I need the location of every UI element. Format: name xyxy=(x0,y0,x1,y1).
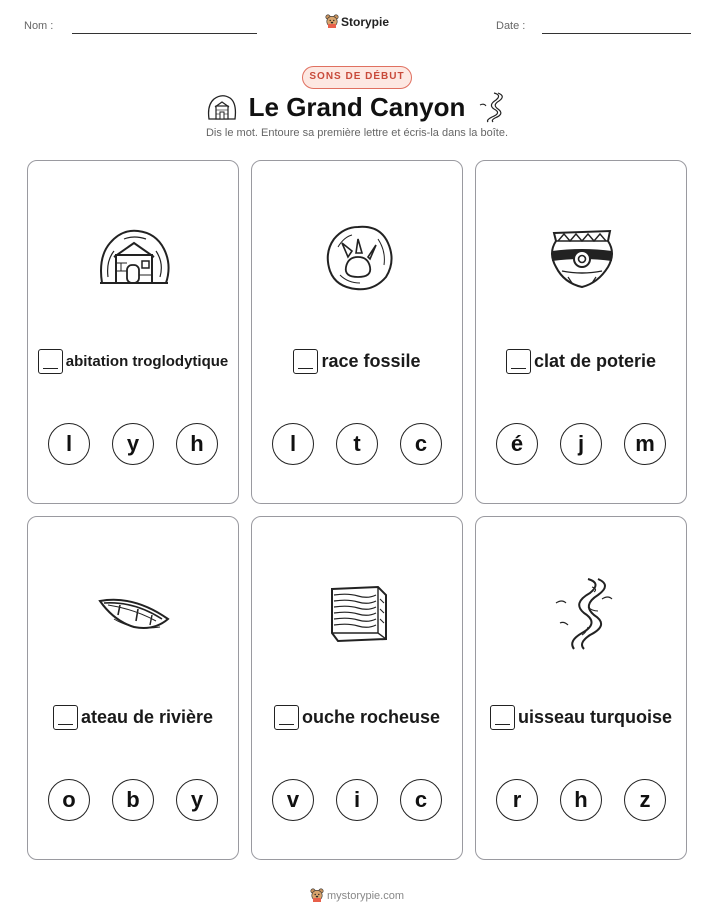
date-label: Date : xyxy=(496,20,526,32)
letter-choices xyxy=(28,423,238,465)
answer-box[interactable] xyxy=(490,705,515,730)
bear-mascot-icon xyxy=(325,14,339,28)
partial-word: uisseau turquoise xyxy=(517,707,673,727)
letter-choice[interactable]: y xyxy=(112,423,154,465)
name-line xyxy=(72,33,257,34)
letter-choices xyxy=(252,779,462,821)
word-card-5 xyxy=(251,516,463,860)
word-row xyxy=(28,705,238,730)
brand-logo xyxy=(0,14,714,29)
letter-choice[interactable]: c xyxy=(400,423,442,465)
letter-choice[interactable]: h xyxy=(560,779,602,821)
pottery-shard-icon xyxy=(542,217,622,297)
letter-choices xyxy=(476,779,686,821)
partial-word: abitation troglodytique xyxy=(65,353,229,370)
date-line xyxy=(542,33,691,34)
letter-choice[interactable]: r xyxy=(496,779,538,821)
letter-choice[interactable]: m xyxy=(624,423,666,465)
word-row xyxy=(476,705,686,730)
letter-choice[interactable]: z xyxy=(624,779,666,821)
letter-choice[interactable]: o xyxy=(48,779,90,821)
partial-word: ateau de rivière xyxy=(80,707,214,727)
bear-mascot-icon xyxy=(310,888,324,902)
brand-name: Storypie xyxy=(340,15,389,29)
answer-box[interactable] xyxy=(274,705,299,730)
letter-choice[interactable]: i xyxy=(336,779,378,821)
letter-choice[interactable]: j xyxy=(560,423,602,465)
partial-word: ouche rocheuse xyxy=(301,707,441,727)
fossil-footprint-icon xyxy=(318,217,398,297)
cliff-dwelling-icon xyxy=(94,217,174,297)
letter-choices xyxy=(476,423,686,465)
letter-choice[interactable]: l xyxy=(48,423,90,465)
winding-stream-icon xyxy=(542,573,622,653)
partial-word: race fossile xyxy=(321,351,421,371)
letter-choice[interactable]: v xyxy=(272,779,314,821)
answer-box[interactable] xyxy=(506,349,531,374)
category-tag: SONS DE DÉBUT xyxy=(302,66,412,89)
answer-box[interactable] xyxy=(293,349,318,374)
word-row xyxy=(476,349,686,374)
rock-layers-icon xyxy=(318,573,398,653)
footer xyxy=(0,888,714,902)
word-card-3 xyxy=(475,160,687,504)
answer-box[interactable] xyxy=(38,349,63,374)
word-card-6 xyxy=(475,516,687,860)
partial-word: clat de poterie xyxy=(533,351,657,371)
letter-choices xyxy=(28,779,238,821)
winding-stream-icon xyxy=(476,91,506,123)
word-card-2 xyxy=(251,160,463,504)
letter-choice[interactable]: h xyxy=(176,423,218,465)
word-row xyxy=(252,349,462,374)
word-row xyxy=(28,349,238,374)
letter-choice[interactable]: é xyxy=(496,423,538,465)
word-row xyxy=(252,705,462,730)
rowboat-icon xyxy=(94,573,174,653)
letter-choices xyxy=(252,423,462,465)
letter-choice[interactable]: y xyxy=(176,779,218,821)
letter-choice[interactable]: t xyxy=(336,423,378,465)
letter-choice[interactable]: l xyxy=(272,423,314,465)
answer-box[interactable] xyxy=(53,705,78,730)
page-title: Le Grand Canyon xyxy=(248,92,466,122)
letter-choice[interactable]: b xyxy=(112,779,154,821)
name-label: Nom : xyxy=(24,20,54,32)
word-card-4 xyxy=(27,516,239,860)
footer-url[interactable]: mystorypie.com xyxy=(326,890,405,902)
instructions: Dis le mot. Entoure sa première lettre et écris-la dans la boîte. xyxy=(205,127,509,139)
word-card-1 xyxy=(27,160,239,504)
letter-choice[interactable]: c xyxy=(400,779,442,821)
